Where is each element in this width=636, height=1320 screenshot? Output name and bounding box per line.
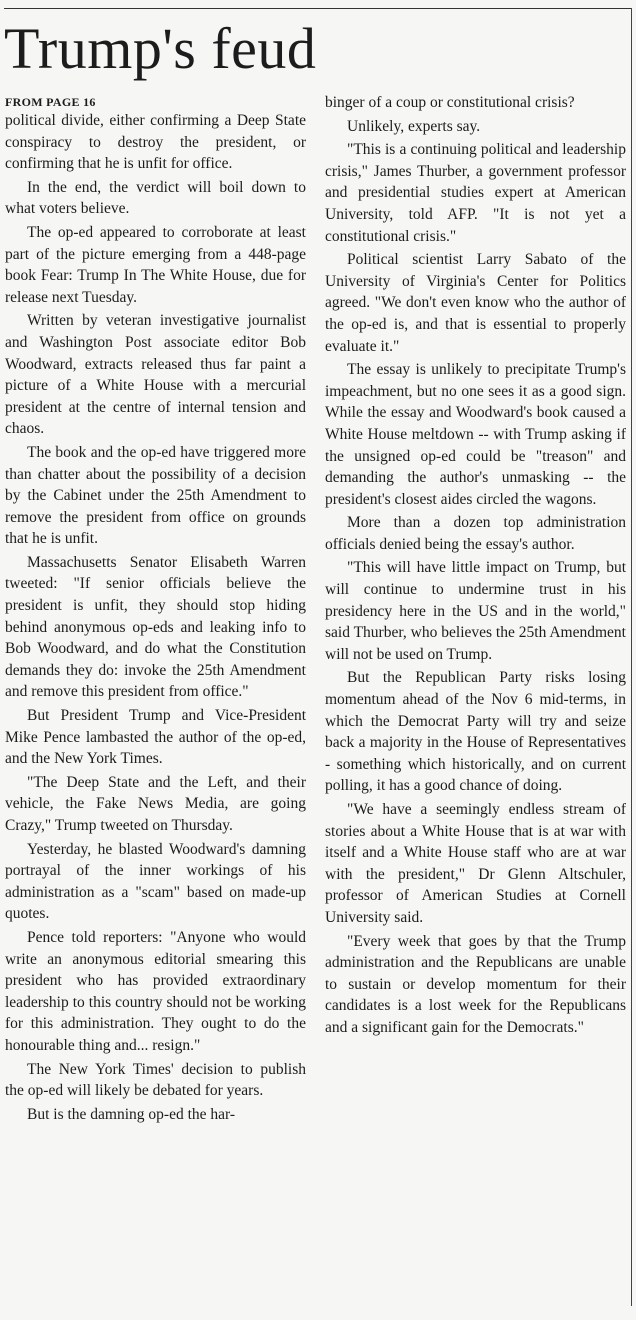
top-rule (4, 8, 632, 9)
paragraph: But the Republican Party risks losing momentum ahead of the Nov 6 mid-terms, in which the Democrat Party will try and seize back a majority in the House of Representatives - something which historically, and on current polling, it has a good chance of doing. (325, 669, 626, 795)
paragraph: political divide, either confirming a Deep State conspiracy to destroy the president, or confirming that he is unfit for office. (5, 112, 306, 173)
paragraph: "This is a continuing political and leadership crisis," James Thurber, a government professor and presidential studies expert at American University, told AFP. "It is not yet a constitutional crisis." (325, 141, 626, 245)
headline: Trump's feud (4, 16, 317, 81)
paragraph: Unlikely, experts say. (347, 117, 481, 135)
right-rule (631, 8, 632, 1306)
paragraph: Political scientist Larry Sabato of the University of Virginia's Center for Politics agreed. "We don't even know who the author of the op-ed is, and that is essential to properly evaluate it." (325, 251, 626, 355)
paragraph: The New York Times' decision to publish the op-ed will likely be debated for years. (5, 1060, 306, 1100)
paragraph: More than a dozen top administration officials denied being the essay's author. (325, 514, 626, 553)
paragraph: In the end, the verdict will boil down to what voters believe. (5, 178, 306, 218)
paragraph: The essay is unlikely to precipitate Trump's impeachment, but no one sees it as a good sign. While the essay and Woodward's book caused a White House meltdown -- with Trump asking if the unsigned op-ed could be "treason" and demanding the author's unmasking -- the president's closest aides circled the wagons. (325, 361, 626, 508)
paragraph: Pence told reporters: "Anyone who would write an anonymous editorial smearing this president who has provided extraordinary leadership to this country should not be working for this administration. They ought to do the honourable thing and... resign." (5, 928, 306, 1054)
left-column (5, 110, 306, 1320)
paragraph: But is the damning op-ed the har- (27, 1105, 236, 1123)
right-column (325, 92, 626, 1302)
paragraph: The op-ed appeared to corroborate at least part of the picture emerging from a 448-page book Fear: Trump In The White House, due for release next Tuesday. (5, 223, 306, 306)
paragraph: But President Trump and Vice-President Mike Pence lambasted the author of the op-ed, and the New York Times. (5, 707, 306, 768)
paragraph: The book and the op-ed have triggered more than chatter about the possibility of a decision by the Cabinet under the 25th Amendment to remove the president from office on grounds that he is unfit. (5, 443, 306, 548)
paragraph: "This will have little impact on Trump, but will continue to undermine trust in his presidency here in the US and in the world," said Thurber, who believes the 25th Amendment will not be used on Trump. (325, 559, 626, 663)
paragraph: Yesterday, he blasted Woodward's damning portrayal of the inner workings of his administration as a "scam" based on made-up quotes. (5, 840, 306, 923)
paragraph: "Every week that goes by that the Trump administration and the Republicans are unable to sustain or develop momentum for their candidates is a lost week for the Republicans and a significant gain for the Democrats." (325, 932, 626, 1036)
paragraph: "The Deep State and the Left, and their vehicle, the Fake News Media, are going Crazy," Trump tweeted on Thursday. (5, 773, 306, 834)
paragraph: binger of a coup or constitutional crisis? (325, 94, 575, 111)
paragraph: "We have a seemingly endless stream of stories about a White House that is at war with itself and a White House staff who are at war with the president," Dr Glenn Altschuler, professor of American Studies at Cornell University said. (325, 801, 626, 926)
paragraph: Massachusetts Senator Elisabeth Warren tweeted: "If senior officials believe the president is unfit, they should stop hiding behind anonymous op-eds and leaking info to Bob Woodward, and do what the Constitution demands they do: invoke the 25th Amendment and remove this president from office." (5, 553, 306, 701)
paragraph: Written by veteran investigative journalist and Washington Post associate editor Bob Woodward, extracts released thus far paint a picture of a White House with a mercurial president at the centre of internal tension and chaos. (5, 312, 306, 438)
continued-from-label: FROM PAGE 16 (5, 95, 96, 109)
